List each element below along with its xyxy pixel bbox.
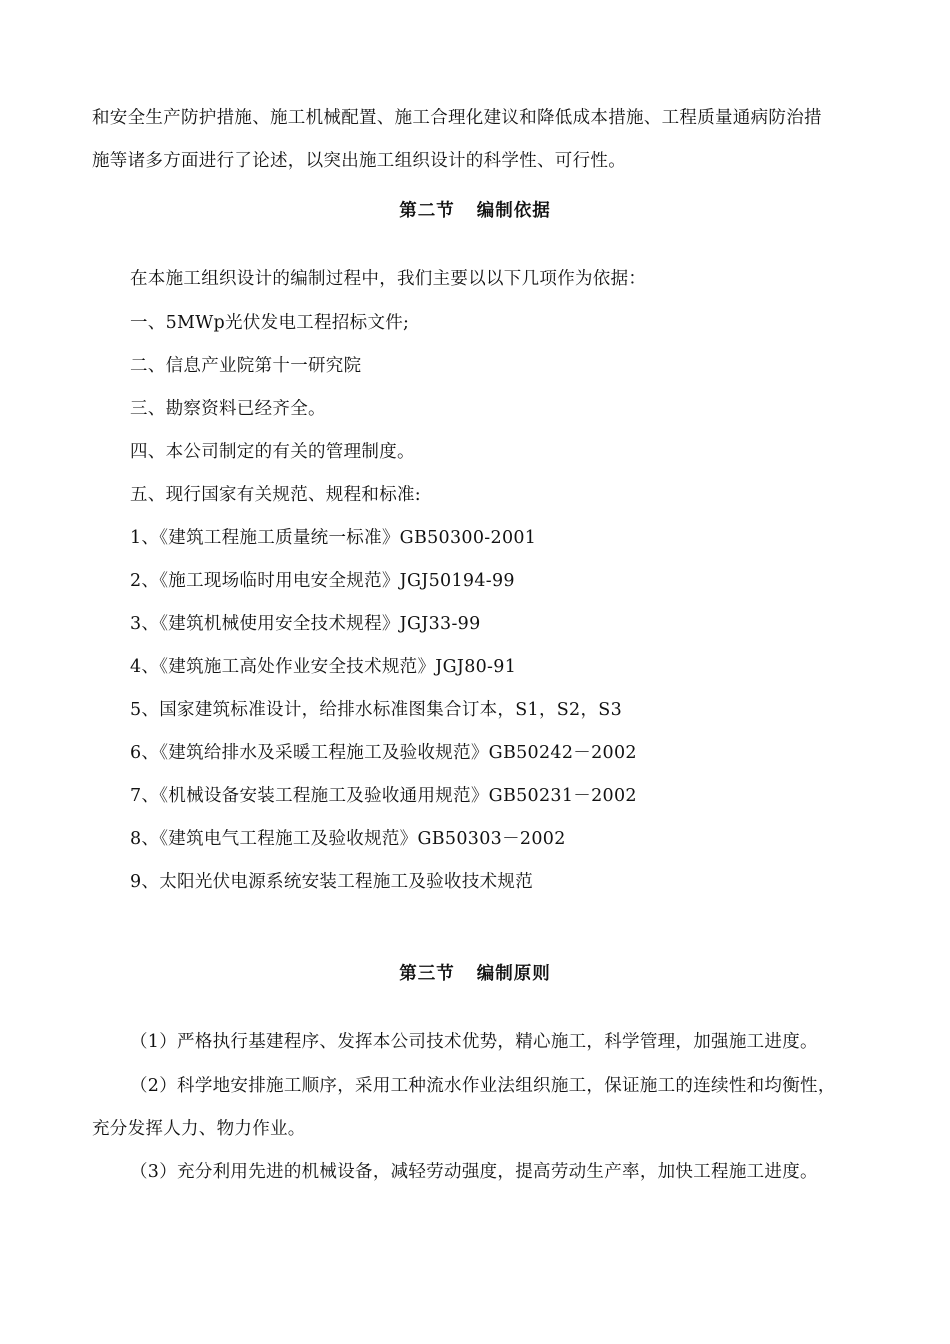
principle-1: （1）严格执行基建程序、发挥本公司技术优势，精心施工，科学管理，加强施工进度。 xyxy=(130,1032,818,1052)
standard-item-3: 3、《建筑机械使用安全技术规程》JGJ33-99 xyxy=(130,614,481,634)
principle-2-line-1: （2）科学地安排施工顺序，采用工种流水作业法组织施工，保证施工的连续性和均衡性， xyxy=(130,1076,836,1096)
basis-item-5: 五、现行国家有关规范、规程和标准: xyxy=(130,485,421,505)
section-2-heading xyxy=(0,200,950,222)
section-3-heading xyxy=(0,963,950,985)
basis-item-3: 三、勘察资料已经齐全。 xyxy=(130,399,326,419)
section-2-lead: 在本施工组织设计的编制过程中，我们主要以以下几项作为依据： xyxy=(130,269,647,289)
basis-item-1: 一、5MWp光伏发电工程招标文件; xyxy=(130,313,410,333)
standard-item-6: 6、《建筑给排水及采暖工程施工及验收规范》GB50242－2002 xyxy=(130,743,637,763)
section-2-title: 编制依据 xyxy=(476,201,551,221)
standard-item-5: 5、国家建筑标准设计，给排水标准图集合订本，S1，S2，S3 xyxy=(130,700,622,720)
section-3-number: 第三节 xyxy=(399,964,455,984)
standard-item-8: 8、《建筑电气工程施工及验收规范》GB50303－2002 xyxy=(130,829,566,849)
intro-line-1: 和安全生产防护措施、施工机械配置、施工合理化建议和降低成本措施、工程质量通病防治措 xyxy=(92,108,822,128)
basis-item-2: 二、信息产业院第十一研究院 xyxy=(130,356,362,376)
intro-line-2: 施等诸多方面进行了论述，以突出施工组织设计的科学性、可行性。 xyxy=(92,151,626,171)
standard-item-4: 4、《建筑施工高处作业安全技术规范》JGJ80-91 xyxy=(130,657,517,677)
basis-item-4: 四、本公司制定的有关的管理制度。 xyxy=(130,442,415,462)
standard-item-1: 1、《建筑工程施工质量统一标准》GB50300-2001 xyxy=(130,528,537,548)
section-2-number: 第二节 xyxy=(399,201,455,221)
principle-3: （3）充分利用先进的机械设备，减轻劳动强度，提高劳动生产率，加快工程施工进度。 xyxy=(130,1162,818,1182)
standard-item-9: 9、太阳光伏电源系统安装工程施工及验收技术规范 xyxy=(130,872,534,892)
section-3-title: 编制原则 xyxy=(476,964,551,984)
standard-item-7: 7、《机械设备安装工程施工及验收通用规范》GB50231－2002 xyxy=(130,786,637,806)
standard-item-2: 2、《施工现场临时用电安全规范》JGJ50194-99 xyxy=(130,571,515,591)
principle-2-line-2: 充分发挥人力、物力作业。 xyxy=(92,1119,306,1139)
